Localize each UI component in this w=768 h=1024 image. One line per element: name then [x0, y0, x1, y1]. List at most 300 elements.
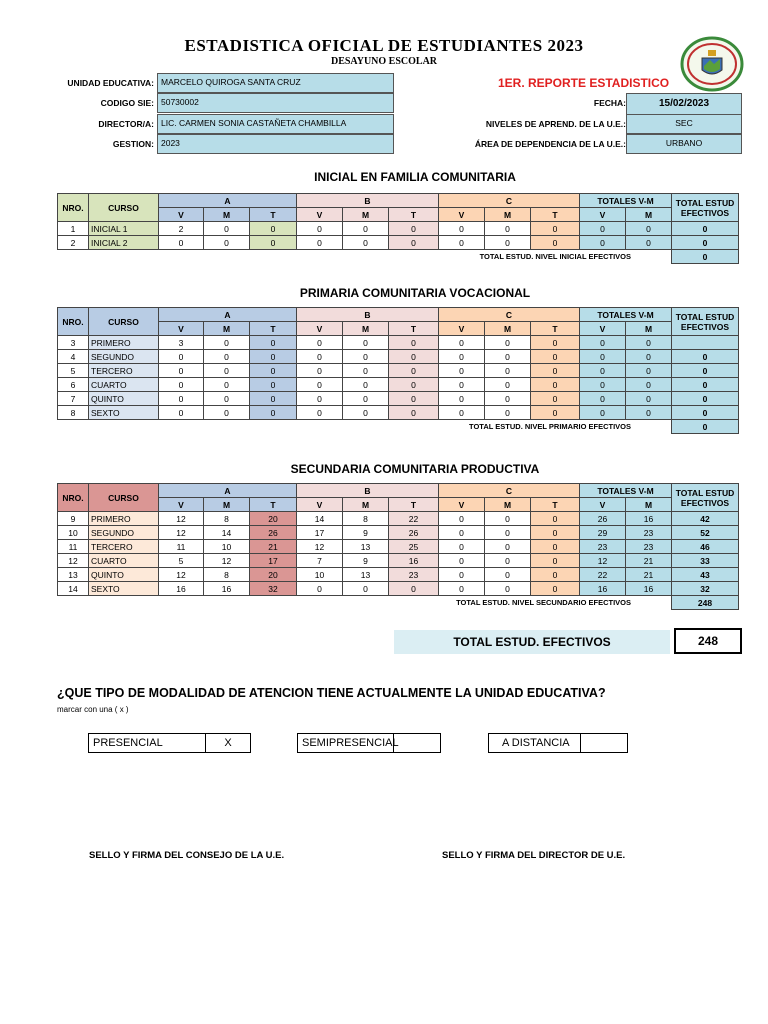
header-b: B — [297, 484, 439, 498]
row-cell: 21 — [626, 554, 672, 568]
table-row — [58, 526, 739, 540]
signature-consejo: SELLO Y FIRMA DEL CONSEJO DE LA U.E. — [89, 850, 285, 861]
row-nro: 7 — [58, 392, 89, 406]
row-cell: 0 — [485, 526, 531, 540]
row-cell: 0 — [343, 582, 389, 596]
row-nro: 6 — [58, 378, 89, 392]
area-label: ÁREA DE DEPENDENCIA DE LA U.E.: — [474, 139, 626, 149]
header-t: T — [389, 498, 439, 512]
row-cell: 0 — [250, 350, 297, 364]
row-cell: 0 — [159, 378, 204, 392]
option-presencial-checkbox[interactable]: X — [205, 733, 251, 753]
row-cell: 22 — [580, 568, 626, 582]
row-cell: 25 — [389, 540, 439, 554]
signature-director: SELLO Y FIRMA DEL DIRECTOR DE U.E. — [442, 850, 626, 861]
row-cell: 0 — [439, 378, 485, 392]
row-curso: INICIAL 1 — [89, 222, 159, 236]
row-cell: 0 — [297, 392, 343, 406]
row-cell: 0 — [485, 582, 531, 596]
row-cell: 0 — [672, 406, 739, 420]
row-cell: 11 — [159, 540, 204, 554]
codigo-label: CODIGO SIE: — [100, 98, 154, 108]
table-row — [58, 350, 739, 364]
header-total-efectivos: TOTAL ESTUD EFECTIVOS — [672, 194, 739, 222]
table-row — [58, 364, 739, 378]
row-cell: 0 — [580, 336, 626, 350]
level-total-label: TOTAL ESTUD. NIVEL PRIMARIO EFECTIVOS — [469, 422, 631, 432]
row-cell: 0 — [343, 378, 389, 392]
row-cell: 0 — [439, 392, 485, 406]
row-cell: 0 — [439, 236, 485, 250]
row-cell: 10 — [297, 568, 343, 582]
row-curso: TERCERO — [89, 364, 159, 378]
institution-seal-icon — [680, 36, 744, 92]
header-v: V — [159, 498, 204, 512]
row-cell: 0 — [204, 336, 250, 350]
table-row — [58, 222, 739, 236]
row-cell: 0 — [531, 526, 580, 540]
area-value: URBANO — [626, 134, 742, 154]
row-cell: 33 — [672, 554, 739, 568]
row-cell: 0 — [531, 512, 580, 526]
row-cell: 0 — [672, 236, 739, 250]
row-cell: 0 — [389, 336, 439, 350]
row-curso: CUARTO — [89, 554, 159, 568]
row-cell: 0 — [250, 336, 297, 350]
row-cell: 0 — [580, 364, 626, 378]
header-c: C — [439, 308, 580, 322]
table-row — [58, 582, 739, 596]
row-curso: CUARTO — [89, 378, 159, 392]
table-row — [58, 236, 739, 250]
row-nro: 5 — [58, 364, 89, 378]
modality-question: ¿QUE TIPO DE MODALIDAD DE ATENCION TIENE ACTUALMENTE LA UNIDAD EDUCATIVA? — [57, 686, 606, 700]
row-cell: 14 — [297, 512, 343, 526]
row-curso: PRIMERO — [89, 512, 159, 526]
level-total-label: TOTAL ESTUD. NIVEL INICIAL EFECTIVOS — [479, 252, 631, 262]
row-cell: 0 — [439, 526, 485, 540]
header-totales: TOTALES V-M — [580, 194, 672, 208]
row-cell: 12 — [159, 526, 204, 540]
table-row — [58, 554, 739, 568]
row-nro: 2 — [58, 236, 89, 250]
row-cell: 16 — [626, 512, 672, 526]
row-cell: 12 — [297, 540, 343, 554]
row-cell: 0 — [626, 378, 672, 392]
row-cell: 0 — [439, 512, 485, 526]
gestion-label: GESTION: — [112, 139, 154, 149]
header-v: V — [580, 208, 626, 222]
row-cell: 0 — [250, 406, 297, 420]
header-b: B — [297, 308, 439, 322]
row-cell: 0 — [485, 392, 531, 406]
header-v: V — [159, 322, 204, 336]
gestion-value: 2023 — [157, 134, 394, 154]
row-cell: 52 — [672, 526, 739, 540]
row-cell: 0 — [159, 364, 204, 378]
section-title-inicial: INICIAL EN FAMILIA COMUNITARIA — [314, 170, 516, 184]
row-cell: 16 — [580, 582, 626, 596]
row-cell: 0 — [343, 364, 389, 378]
option-presencial-label: PRESENCIAL — [88, 733, 206, 753]
row-cell: 0 — [343, 222, 389, 236]
header-a: A — [159, 484, 297, 498]
row-cell: 0 — [531, 554, 580, 568]
header-m: M — [485, 322, 531, 336]
row-cell: 0 — [439, 222, 485, 236]
row-cell: 43 — [672, 568, 739, 582]
row-cell: 0 — [485, 568, 531, 582]
table-row — [58, 336, 739, 350]
row-cell: 26 — [250, 526, 297, 540]
row-cell: 26 — [389, 526, 439, 540]
row-curso: SEXTO — [89, 406, 159, 420]
row-cell: 0 — [626, 236, 672, 250]
row-nro: 12 — [58, 554, 89, 568]
row-cell: 0 — [439, 554, 485, 568]
row-cell: 0 — [343, 236, 389, 250]
row-curso: SEGUNDO — [89, 526, 159, 540]
row-cell: 0 — [580, 378, 626, 392]
row-cell: 0 — [531, 392, 580, 406]
row-cell: 23 — [626, 540, 672, 554]
row-cell: 0 — [297, 350, 343, 364]
row-cell: 0 — [439, 582, 485, 596]
page-title: ESTADISTICA OFICIAL DE ESTUDIANTES 2023 — [184, 36, 584, 55]
row-nro: 11 — [58, 540, 89, 554]
row-cell: 46 — [672, 540, 739, 554]
row-cell: 0 — [343, 392, 389, 406]
header-m: M — [204, 498, 250, 512]
header-t: T — [531, 208, 580, 222]
row-cell: 0 — [485, 554, 531, 568]
table-row — [58, 512, 739, 526]
niveles-value: SEC — [626, 114, 742, 134]
row-cell: 12 — [204, 554, 250, 568]
header-a: A — [159, 194, 297, 208]
row-cell: 0 — [439, 350, 485, 364]
row-curso: QUINTO — [89, 568, 159, 582]
codigo-value: 50730002 — [157, 93, 394, 113]
row-cell: 0 — [485, 364, 531, 378]
row-cell: 16 — [389, 554, 439, 568]
header-total-efectivos: TOTAL ESTUD EFECTIVOS — [672, 308, 739, 336]
row-curso: SEXTO — [89, 582, 159, 596]
row-cell: 0 — [439, 406, 485, 420]
header-nro: NRO. — [58, 194, 89, 222]
section-title-primaria: PRIMARIA COMUNITARIA VOCACIONAL — [299, 286, 531, 300]
row-cell: 0 — [626, 364, 672, 378]
row-cell: 0 — [626, 392, 672, 406]
row-cell: 0 — [485, 222, 531, 236]
row-cell: 8 — [204, 512, 250, 526]
section-title-secundaria: SECUNDARIA COMUNITARIA PRODUCTIVA — [290, 462, 540, 476]
row-cell: 0 — [343, 350, 389, 364]
row-cell: 29 — [580, 526, 626, 540]
page-subtitle: DESAYUNO ESCOLAR — [330, 56, 438, 67]
table-row — [58, 392, 739, 406]
row-curso: SEGUNDO — [89, 350, 159, 364]
row-cell: 0 — [580, 406, 626, 420]
row-cell: 0 — [439, 364, 485, 378]
header-c: C — [439, 484, 580, 498]
row-cell: 0 — [531, 364, 580, 378]
row-cell: 0 — [580, 236, 626, 250]
row-cell: 23 — [389, 568, 439, 582]
row-cell: 0 — [531, 236, 580, 250]
row-cell: 0 — [159, 392, 204, 406]
row-cell: 0 — [531, 222, 580, 236]
header-totales: TOTALES V-M — [580, 308, 672, 322]
header-nro: NRO. — [58, 308, 89, 336]
row-cell: 0 — [159, 350, 204, 364]
row-cell: 0 — [485, 236, 531, 250]
header-m: M — [626, 322, 672, 336]
row-nro: 3 — [58, 336, 89, 350]
modality-hint: marcar con una ( x ) — [57, 705, 129, 714]
header-t: T — [531, 322, 580, 336]
row-curso: PRIMERO — [89, 336, 159, 350]
row-cell: 14 — [204, 526, 250, 540]
grand-total-label: TOTAL ESTUD. EFECTIVOS — [394, 630, 670, 654]
row-cell: 20 — [250, 568, 297, 582]
row-cell: 0 — [485, 378, 531, 392]
row-cell: 0 — [672, 364, 739, 378]
row-nro: 13 — [58, 568, 89, 582]
row-cell: 32 — [672, 582, 739, 596]
level-total-value: 248 — [672, 596, 739, 610]
option-distancia-checkbox[interactable] — [580, 733, 628, 753]
header-totales: TOTALES V-M — [580, 484, 672, 498]
row-nro: 4 — [58, 350, 89, 364]
fecha-value: 15/02/2023 — [626, 93, 742, 115]
row-cell: 0 — [439, 568, 485, 582]
row-cell: 0 — [580, 392, 626, 406]
row-cell: 0 — [580, 350, 626, 364]
niveles-label: NIVELES DE APREND. DE LA U.E.: — [485, 119, 626, 129]
header-curso: CURSO — [89, 194, 159, 222]
row-cell: 0 — [204, 222, 250, 236]
row-cell: 0 — [485, 540, 531, 554]
row-cell: 0 — [531, 378, 580, 392]
header-t: T — [250, 208, 297, 222]
row-cell: 26 — [580, 512, 626, 526]
row-cell: 0 — [531, 540, 580, 554]
row-cell: 0 — [672, 392, 739, 406]
level-total-value: 0 — [672, 420, 739, 434]
row-cell: 17 — [297, 526, 343, 540]
row-cell: 0 — [297, 582, 343, 596]
header-v: V — [297, 322, 343, 336]
row-cell: 0 — [389, 236, 439, 250]
row-cell: 10 — [204, 540, 250, 554]
row-cell: 23 — [580, 540, 626, 554]
row-cell: 0 — [250, 222, 297, 236]
fecha-label: FECHA: — [593, 98, 626, 108]
header-t: T — [389, 322, 439, 336]
unidad-value: MARCELO QUIROGA SANTA CRUZ — [157, 73, 394, 93]
header-v: V — [297, 498, 343, 512]
row-cell: 0 — [297, 336, 343, 350]
row-cell: 0 — [389, 406, 439, 420]
header-nro: NRO. — [58, 484, 89, 512]
row-cell: 13 — [343, 568, 389, 582]
header-m: M — [343, 322, 389, 336]
row-cell: 0 — [159, 406, 204, 420]
row-nro: 1 — [58, 222, 89, 236]
row-cell: 16 — [626, 582, 672, 596]
row-cell: 0 — [531, 350, 580, 364]
row-cell: 0 — [389, 392, 439, 406]
row-cell: 0 — [297, 364, 343, 378]
row-cell: 0 — [250, 378, 297, 392]
row-cell: 0 — [297, 236, 343, 250]
row-nro: 9 — [58, 512, 89, 526]
header-m: M — [204, 208, 250, 222]
row-cell: 0 — [204, 406, 250, 420]
row-cell: 0 — [531, 336, 580, 350]
level-total-label: TOTAL ESTUD. NIVEL SECUNDARIO EFECTIVOS — [456, 598, 631, 608]
header-v: V — [580, 498, 626, 512]
row-cell: 0 — [485, 512, 531, 526]
row-cell: 0 — [485, 350, 531, 364]
row-cell: 22 — [389, 512, 439, 526]
row-cell: 0 — [626, 350, 672, 364]
row-cell: 0 — [297, 406, 343, 420]
row-cell: 0 — [672, 378, 739, 392]
row-cell: 0 — [389, 582, 439, 596]
header-v: V — [159, 208, 204, 222]
row-cell: 12 — [159, 568, 204, 582]
row-nro: 10 — [58, 526, 89, 540]
unidad-label: UNIDAD EDUCATIVA: — [67, 78, 154, 88]
table-row — [58, 540, 739, 554]
header-v: V — [297, 208, 343, 222]
row-cell: 16 — [204, 582, 250, 596]
row-cell: 20 — [250, 512, 297, 526]
row-nro: 14 — [58, 582, 89, 596]
row-cell: 8 — [204, 568, 250, 582]
header-curso: CURSO — [89, 484, 159, 512]
table-inicial — [57, 193, 739, 264]
option-distancia-label: A DISTANCIA — [488, 733, 581, 753]
director-label: DIRECTOR/A: — [98, 119, 154, 129]
report-label: 1ER. REPORTE ESTADISTICO — [498, 76, 670, 90]
row-cell: 9 — [343, 526, 389, 540]
row-cell: 0 — [250, 364, 297, 378]
header-t: T — [389, 208, 439, 222]
table-row — [58, 378, 739, 392]
row-cell: 0 — [439, 336, 485, 350]
row-cell: 0 — [204, 392, 250, 406]
level-total-value: 0 — [672, 250, 739, 264]
row-cell: 0 — [204, 364, 250, 378]
row-cell: 12 — [580, 554, 626, 568]
row-nro: 8 — [58, 406, 89, 420]
row-curso: QUINTO — [89, 392, 159, 406]
grand-total-value: 248 — [674, 628, 742, 654]
table-primaria — [57, 307, 739, 434]
row-curso: INICIAL 2 — [89, 236, 159, 250]
option-semipresencial-label: SEMIPRESENCIAL — [297, 733, 394, 753]
row-cell: 0 — [531, 568, 580, 582]
header-t: T — [250, 322, 297, 336]
header-b: B — [297, 194, 439, 208]
row-cell: 2 — [159, 222, 204, 236]
row-cell: 0 — [389, 364, 439, 378]
row-cell: 0 — [672, 350, 739, 364]
row-cell: 7 — [297, 554, 343, 568]
header-m: M — [343, 498, 389, 512]
row-cell: 32 — [250, 582, 297, 596]
row-cell: 42 — [672, 512, 739, 526]
row-cell: 0 — [389, 350, 439, 364]
row-cell: 0 — [204, 236, 250, 250]
row-cell: 0 — [531, 582, 580, 596]
row-cell: 0 — [531, 406, 580, 420]
row-cell: 0 — [485, 406, 531, 420]
row-cell: 3 — [159, 336, 204, 350]
row-cell: 12 — [159, 512, 204, 526]
header-t: T — [531, 498, 580, 512]
header-v: V — [439, 208, 485, 222]
row-cell: 0 — [204, 378, 250, 392]
row-cell: 0 — [389, 378, 439, 392]
header-m: M — [626, 498, 672, 512]
option-semipresencial-checkbox[interactable] — [393, 733, 441, 753]
row-cell: 0 — [250, 392, 297, 406]
header-c: C — [439, 194, 580, 208]
row-cell: 0 — [343, 406, 389, 420]
header-v: V — [439, 498, 485, 512]
header-t: T — [250, 498, 297, 512]
table-row — [58, 568, 739, 582]
row-cell: 0 — [250, 236, 297, 250]
row-cell: 8 — [343, 512, 389, 526]
row-cell: 0 — [626, 406, 672, 420]
header-v: V — [439, 322, 485, 336]
row-cell: 0 — [389, 222, 439, 236]
row-cell: 0 — [159, 236, 204, 250]
director-value: LIC. CARMEN SONIA CASTAÑETA CHAMBILLA — [157, 114, 394, 134]
row-cell: 0 — [485, 336, 531, 350]
row-cell: 0 — [343, 336, 389, 350]
header-m: M — [485, 498, 531, 512]
row-cell: 16 — [159, 582, 204, 596]
table-row — [58, 406, 739, 420]
header-v: V — [580, 322, 626, 336]
row-cell: 9 — [343, 554, 389, 568]
row-cell: 21 — [626, 568, 672, 582]
row-cell: 5 — [159, 554, 204, 568]
row-cell: 0 — [297, 378, 343, 392]
row-cell: 0 — [297, 222, 343, 236]
header-m: M — [343, 208, 389, 222]
table-secundaria — [57, 483, 739, 610]
row-curso: TERCERO — [89, 540, 159, 554]
row-cell: 0 — [439, 540, 485, 554]
row-cell: 17 — [250, 554, 297, 568]
header-total-efectivos: TOTAL ESTUD EFECTIVOS — [672, 484, 739, 512]
row-cell: 0 — [580, 222, 626, 236]
row-cell: 0 — [626, 222, 672, 236]
row-cell: 0 — [626, 336, 672, 350]
row-cell: 13 — [343, 540, 389, 554]
row-cell: 23 — [626, 526, 672, 540]
row-cell: 0 — [672, 222, 739, 236]
row-cell: 0 — [204, 350, 250, 364]
row-cell — [672, 336, 739, 350]
